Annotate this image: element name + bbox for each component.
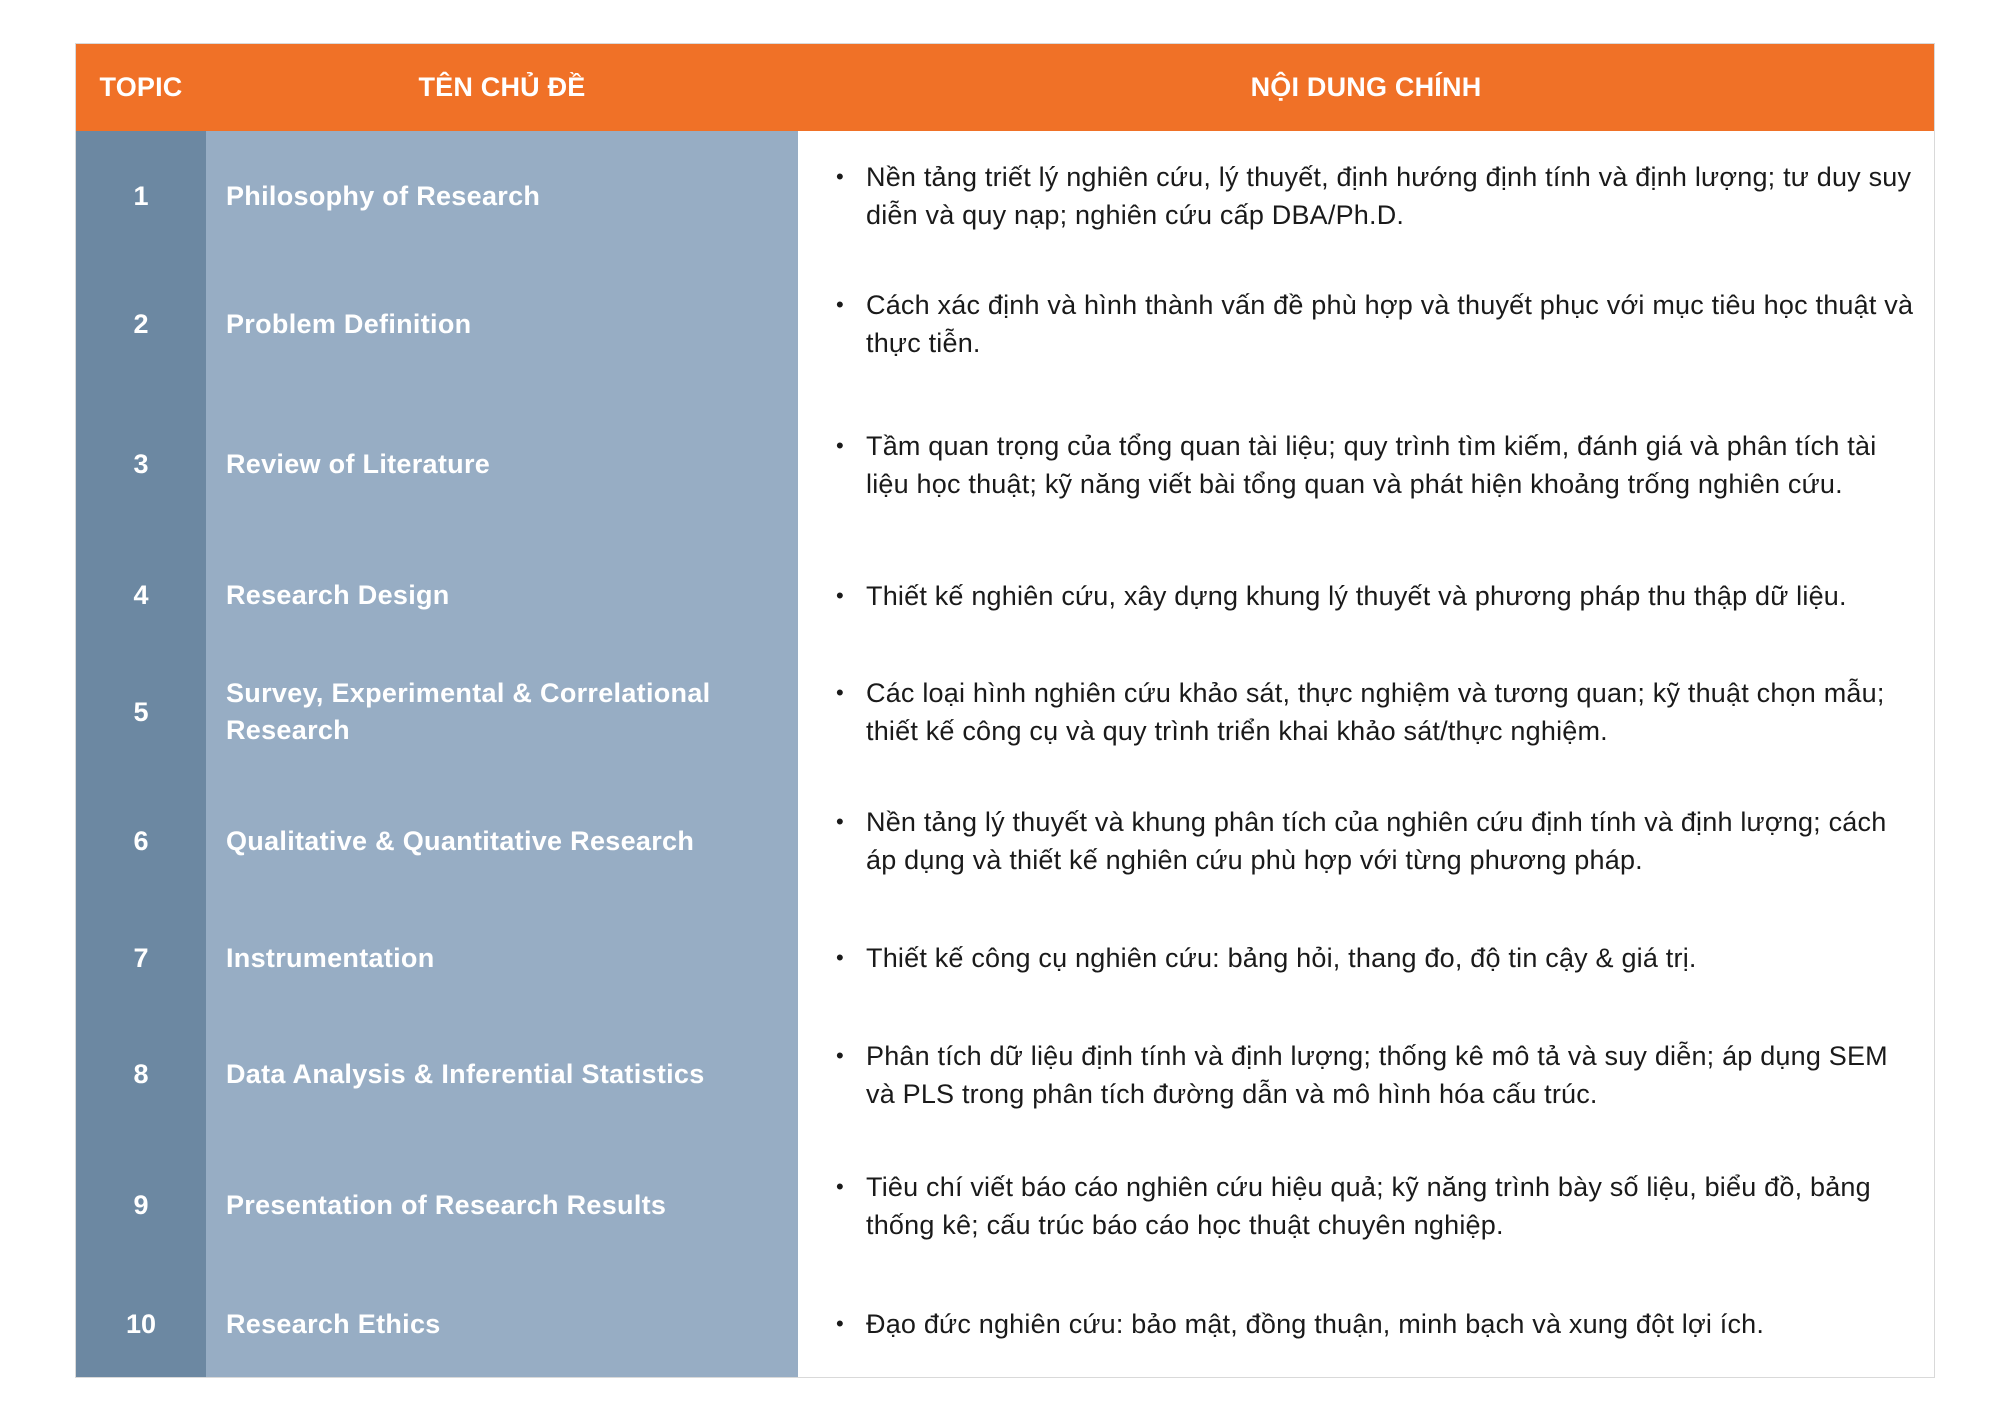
header-main-content: NỘI DUNG CHÍNH <box>1250 72 1482 102</box>
topic-name: Research Design <box>226 580 450 610</box>
bullet-icon: • <box>836 164 844 189</box>
bullet-icon: • <box>836 432 844 458</box>
topic-number: 9 <box>133 1190 149 1220</box>
topic-number: 3 <box>133 449 149 479</box>
topic-name: Survey, Experimental & Correlational Research <box>226 678 711 745</box>
content-text: Nền tảng triết lý nghiên cứu, lý thuyết, định hướng định tính và định lượng; tư duy suy diễn và quy nạp; nghiên cứu cấp DBA/Ph.D. <box>866 162 1912 230</box>
content-text: Thiết kế nghiên cứu, xây dựng khung lý thuyết và phương pháp thu thập dữ liệu. <box>866 580 1847 611</box>
bullet-icon: • <box>836 1042 844 1068</box>
topic-content <box>798 286 1934 362</box>
topic-name: Philosophy of Research <box>226 180 541 211</box>
bullet-icon: • <box>836 582 844 608</box>
topic-name: Review of Literature <box>226 449 491 479</box>
topic-number: 7 <box>133 942 149 973</box>
table-row <box>76 1140 1934 1271</box>
content-text: Cách xác định và hình thành vấn đề phù hợp và thuyết phục với mục tiêu học thuật và thực tiễn. <box>866 290 1914 358</box>
topics-table <box>75 43 1935 1378</box>
topic-content <box>798 1168 1934 1244</box>
table-row <box>76 1271 1934 1377</box>
bullet-icon: • <box>836 1311 844 1336</box>
bullet-icon: • <box>836 809 844 834</box>
topic-number: 5 <box>133 696 149 727</box>
bullet-icon: • <box>836 680 844 705</box>
table-row <box>76 775 1934 907</box>
topic-content <box>798 674 1934 750</box>
topic-content <box>798 939 1934 977</box>
bullet-icon: • <box>836 1173 844 1199</box>
content-text: Nền tảng lý thuyết và khung phân tích của nghiên cứu định tính và định lượng; cách áp dụng và thiết kế nghiên cứu phù hợp với từng phương pháp. <box>866 807 1887 875</box>
topic-name: Instrumentation <box>226 942 435 973</box>
table-row <box>76 261 1934 387</box>
content-text: Thiết kế công cụ nghiên cứu: bảng hỏi, thang đo, độ tin cậy & giá trị. <box>866 943 1697 973</box>
bullet-icon: • <box>836 292 844 317</box>
topic-content <box>798 803 1934 879</box>
content-text: Tiêu chí viết báo cáo nghiên cứu hiệu quả; kỹ năng trình bày số liệu, biểu đồ, bảng thống kê; cấu trúc báo cáo học thuật chuyên nghiệp. <box>866 1171 1871 1240</box>
topic-content <box>798 1305 1934 1343</box>
table-header <box>76 44 1934 131</box>
topic-number: 6 <box>133 825 149 856</box>
table-row <box>76 387 1934 542</box>
topic-number: 1 <box>133 180 149 211</box>
topic-content <box>798 577 1934 615</box>
topic-name: Presentation of Research Results <box>226 1190 667 1220</box>
topic-name: Data Analysis & Inferential Statistics <box>226 1059 705 1089</box>
topic-number: 2 <box>133 308 149 339</box>
topic-name: Research Ethics <box>226 1308 441 1339</box>
table-row <box>76 907 1934 1009</box>
table-row <box>76 542 1934 649</box>
table-row <box>76 131 1934 261</box>
header-topic-name: TÊN CHỦ ĐỀ <box>418 72 586 102</box>
topic-number: 10 <box>125 1308 157 1339</box>
topic-number: 4 <box>133 580 149 610</box>
topic-content <box>798 158 1934 234</box>
bullet-icon: • <box>836 945 844 970</box>
header-topic: TOPIC <box>99 72 183 102</box>
topic-number: 8 <box>133 1059 149 1089</box>
topic-name: Problem Definition <box>226 308 472 339</box>
table-body <box>76 131 1934 1377</box>
content-text: Tầm quan trọng của tổng quan tài liệu; quy trình tìm kiếm, đánh giá và phân tích tài liệu học thuật; kỹ năng viết bài tổng quan và phát hiện khoảng trống nghiên cứu. <box>866 430 1877 499</box>
topic-name: Qualitative & Quantitative Research <box>226 825 695 856</box>
table-row <box>76 1009 1934 1140</box>
topic-content <box>798 1037 1934 1113</box>
content-text: Phân tích dữ liệu định tính và định lượng; thống kê mô tả và suy diễn; áp dụng SEM và PLS trong phân tích đường dẫn và mô hình hóa cấu trúc. <box>866 1040 1888 1109</box>
table-row <box>76 649 1934 775</box>
content-text: Đạo đức nghiên cứu: bảo mật, đồng thuận, minh bạch và xung đột lợi ích. <box>866 1309 1765 1339</box>
topic-content <box>798 427 1934 503</box>
content-text: Các loại hình nghiên cứu khảo sát, thực nghiệm và tương quan; kỹ thuật chọn mẫu; thiết kế công cụ và quy trình triển khai khảo sát/thực nghiệm. <box>866 678 1885 746</box>
